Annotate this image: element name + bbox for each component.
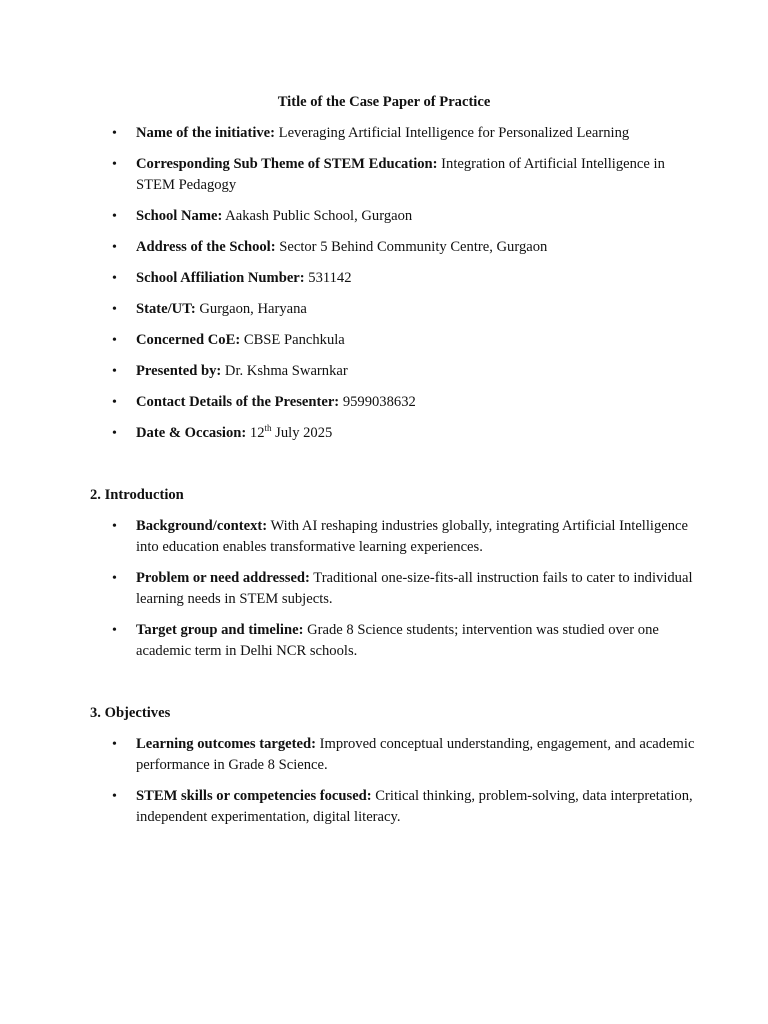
item-label: Name of the initiative: — [136, 125, 276, 141]
list-item — [0, 361, 696, 382]
item-value: Traditional one-size-fits-all instruction fails to cater to individual learning needs in STEM subjects. — [136, 570, 693, 607]
item-label: Background/context: — [136, 518, 268, 534]
list-item — [0, 568, 696, 610]
bullet-icon: • — [112, 157, 117, 172]
list-item — [0, 154, 696, 196]
item-label: Contact Details of the Presenter: — [136, 394, 340, 410]
item-value: 531142 — [304, 270, 352, 286]
list-item-date — [0, 423, 696, 444]
list-item — [0, 237, 696, 258]
item-label: Target group and timeline: — [136, 622, 304, 638]
objectives-list — [0, 734, 696, 838]
bullet-icon: • — [112, 623, 117, 638]
bullet-icon: • — [112, 302, 117, 317]
bullet-icon: • — [112, 240, 117, 255]
list-item — [0, 734, 696, 776]
item-label: STEM skills or competencies focused: — [136, 788, 372, 804]
item-label: Presented by: — [136, 363, 222, 379]
bullet-icon: • — [112, 271, 117, 286]
item-label: Problem or need addressed: — [136, 570, 310, 586]
item-value: Critical thinking, problem-solving, data interpretation, independent experimentation, digital literacy. — [136, 788, 693, 825]
item-value: Dr. Kshma Swarnkar — [221, 363, 348, 379]
item-value: CBSE Panchkula — [240, 332, 345, 348]
item-value: Gurgaon, Haryana — [195, 301, 307, 317]
item-label: State/UT: — [136, 301, 196, 317]
bullet-icon: • — [112, 789, 117, 804]
list-item — [0, 206, 696, 227]
item-value: Integration of Artificial Intelligence in STEM Pedagogy — [136, 156, 665, 193]
list-item — [0, 392, 696, 413]
list-item — [0, 123, 696, 144]
list-item — [0, 268, 696, 289]
bullet-icon: • — [112, 209, 117, 224]
list-item — [0, 786, 696, 828]
bullet-icon: • — [112, 737, 117, 752]
item-label: Learning outcomes targeted: — [136, 736, 316, 752]
item-label: Concerned CoE: — [136, 332, 241, 348]
list-item — [0, 330, 696, 351]
introduction-list — [0, 516, 696, 672]
section-heading-objectives: 3. Objectives — [90, 705, 171, 721]
item-label: Address of the School: — [136, 239, 276, 255]
list-item — [0, 516, 696, 558]
list-item — [0, 299, 696, 320]
bullet-icon: • — [112, 395, 117, 410]
bullet-icon: • — [112, 426, 117, 441]
item-value: Leveraging Artificial Intelligence for Personalized Learning — [275, 125, 630, 141]
item-label: Corresponding Sub Theme of STEM Education: — [136, 156, 438, 172]
item-value: 9599038632 — [339, 394, 416, 410]
document-title: Title of the Case Paper of Practice — [277, 94, 491, 110]
bullet-icon: • — [112, 571, 117, 586]
item-label: School Affiliation Number: — [136, 270, 305, 286]
item-label: Date & Occasion: — [136, 425, 247, 441]
item-value: Improved conceptual understanding, engagement, and academic performance in Grade 8 Science. — [136, 736, 695, 773]
bullet-icon: • — [112, 364, 117, 379]
date-day: 12 — [246, 425, 265, 441]
date-suffix: th — [264, 423, 272, 434]
item-value: Aakash Public School, Gurgaon — [222, 208, 413, 224]
item-value: Grade 8 Science students; intervention was studied over one academic term in Delhi NCR schools. — [136, 622, 659, 659]
item-label: School Name: — [136, 208, 223, 224]
item-value: With AI reshaping industries globally, integrating Artificial Intelligence into education enables transformative learning experiences. — [136, 518, 689, 555]
bullet-icon: • — [112, 126, 117, 141]
section-heading-introduction: 2. Introduction — [90, 487, 184, 503]
details-list — [0, 123, 696, 454]
item-value: Sector 5 Behind Community Centre, Gurgaon — [275, 239, 548, 255]
bullet-icon: • — [112, 519, 117, 534]
bullet-icon: • — [112, 333, 117, 348]
list-item — [0, 620, 696, 662]
date-rest: July 2025 — [271, 425, 333, 441]
